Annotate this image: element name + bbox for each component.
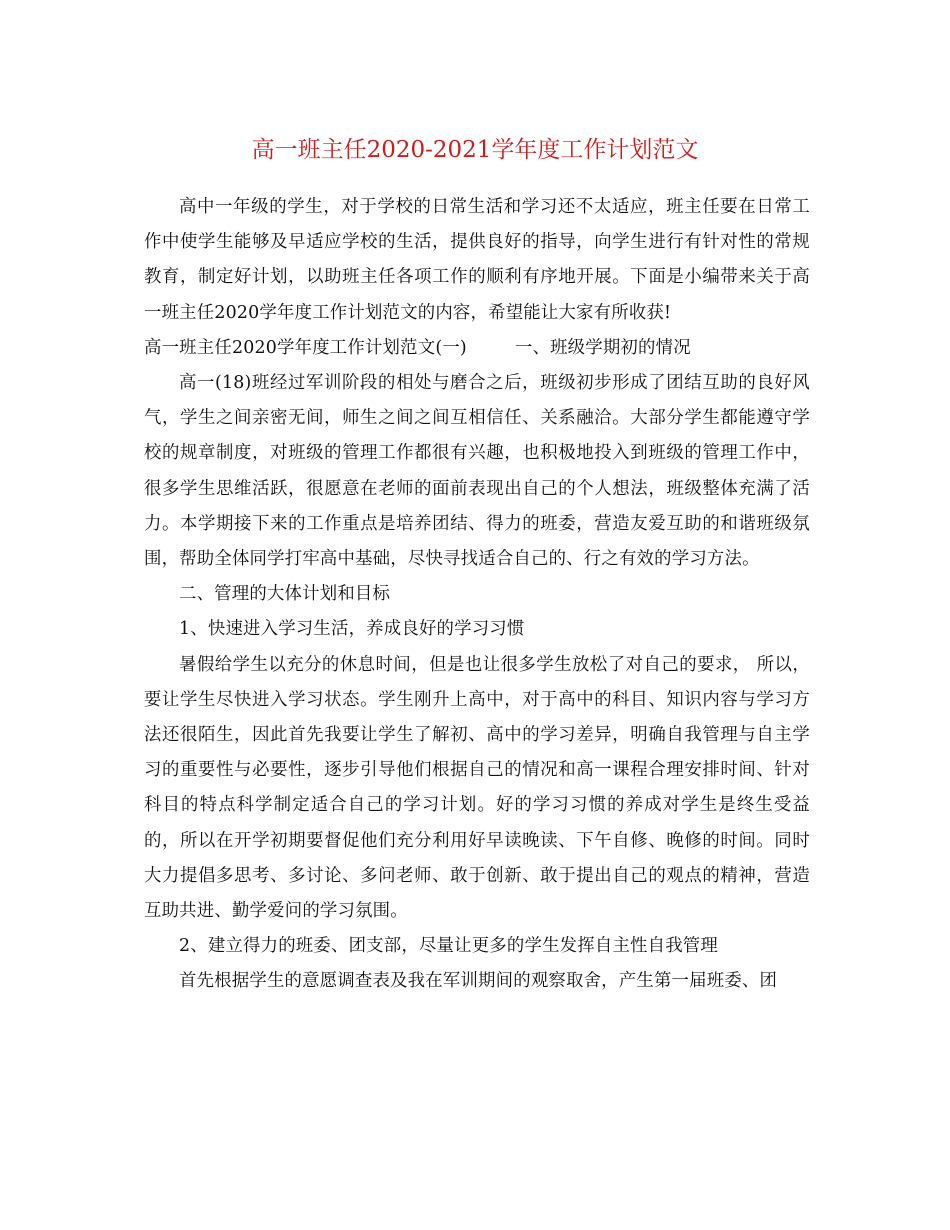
plan-heading: 二、管理的大体计划和目标 xyxy=(179,584,391,605)
section-title: 高一班主任2020学年度工作计划范文(一) xyxy=(144,337,467,358)
study-habits-paragraph: 暑假给学生以充分的休息时间，但是也让很多学生放松了对自己的要求， 所以，要让学生尽快进入学习状态。学生刚升上高中，对于高中的科目、知识内容与学习方法还很陌生，因此首先我要让学生了解初、高中的学习差异，明确自我管理与自主学习的重要性与必要性，逐步引导他们根据自己的情况和高一课程合理安排时间、针对科目的特点科学制定适合自己的学习计划。好的学习习惯的养成对学生是终生受益的，所以在开学初期要督促他们充分利用好早读晚读、下午自修、晚修的时间。同时大力提倡多思考、多讨论、多问老师、敢于创新、敢于提出自己的观点的精神，营造互助共进、勤学爱问的学习氛围。 xyxy=(144,654,810,922)
intro-paragraph: 高中一年级的学生，对于学校的日常生活和学习还不太适应，班主任要在日常工作中使学生能够及早适应学校的生活，提供良好的指导，向学生进行有针对性的常规教育，制定好计划，以助班主任各项工作的顺利有序地开展。下面是小编带来关于高一班主任2020学年度工作计划范文的内容，希望能让大家有所收获! xyxy=(144,197,810,323)
section-title-line xyxy=(144,331,810,366)
document-body xyxy=(144,190,810,1000)
class-committee-paragraph: 首先根据学生的意愿调查表及我在军训期间的观察取舍，产生第一届班委、团 xyxy=(179,971,778,992)
plan-subheading-1: 1、快速进入学习生活，养成良好的学习习惯 xyxy=(179,619,525,640)
plan-subheading-2: 2、建立得力的班委、团支部，尽量让更多的学生发挥自主性自我管理 xyxy=(179,936,718,957)
class-situation-paragraph: 高一(18)班经过军训阶段的相处与磨合之后，班级初步形成了团结互助的良好风气，学生之间亲密无间，师生之间之间互相信任、关系融洽。大部分学生都能遵守学校的规章制度，对班级的管理工作都很有兴趣，也积极地投入到班级的管理工作中， 很多学生思维活跃，很愿意在老师的面前表现出自己的个人想法，班级整体充满了活力。本学期接下来的工作重点是培养团结、得力的班委，营造友爱互助的和谐班级氛围，帮助全体同学打牢高中基础，尽快寻找适合自己的、行之有效的学习方法。 xyxy=(144,373,810,570)
document-title: 高一班主任2020-2021学年度工作计划范文 xyxy=(251,137,699,163)
section-heading: 一、班级学期初的情况 xyxy=(514,337,691,358)
